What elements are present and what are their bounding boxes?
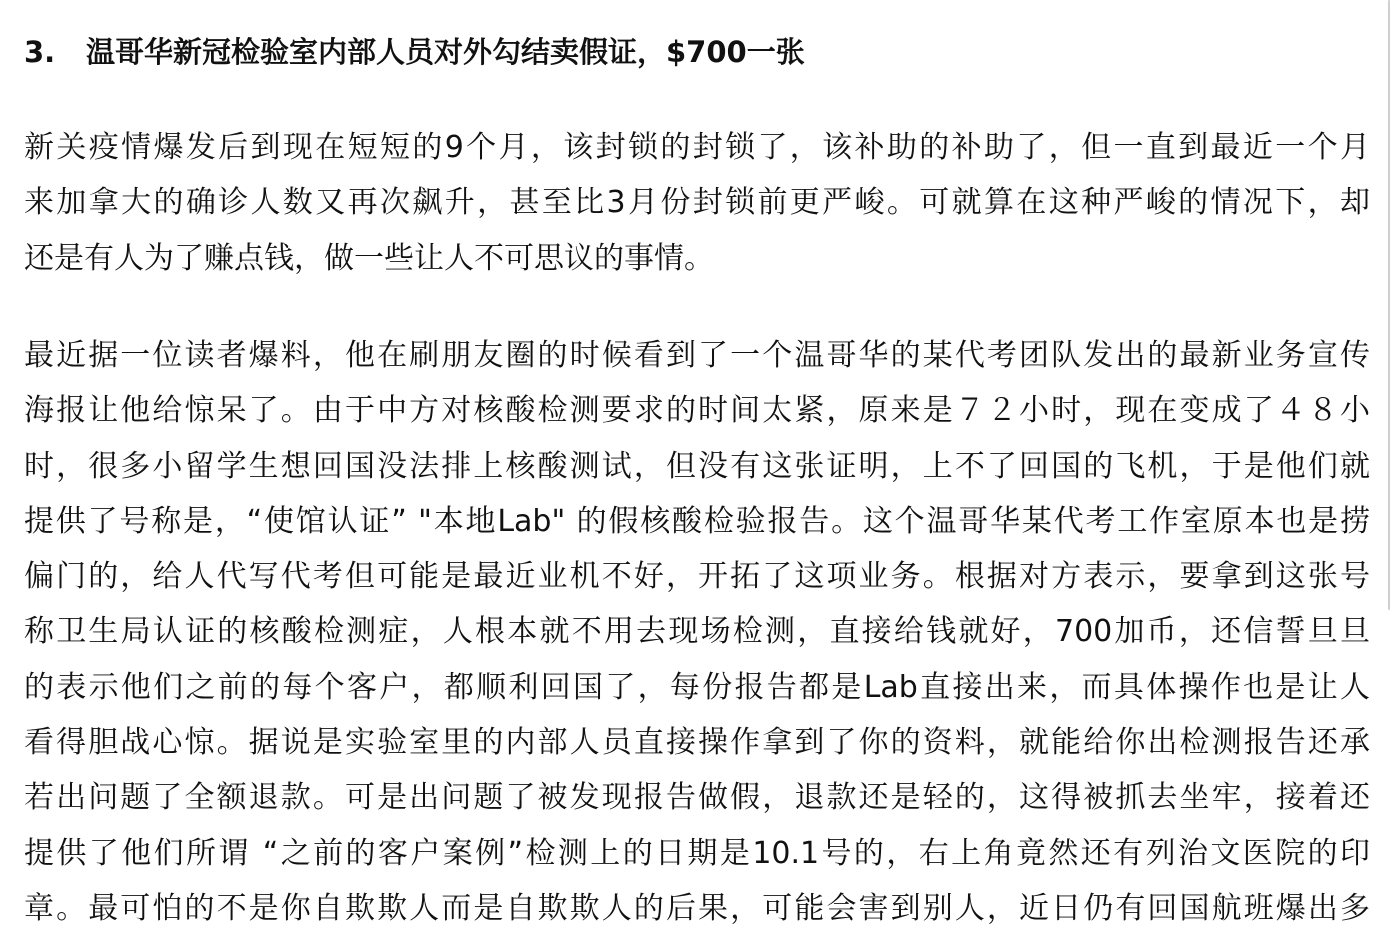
paragraph-line: 最近据一位读者爆料，他在刷朋友圈的时候看到了一个温哥华的某代考团队发出的最新业务宣传 (24, 338, 1370, 373)
paragraph-line: 若出问题了全额退款。可是出问题了被发现报告做假，退款还是轻的，这得被抓去坐牢，接着还 (24, 780, 1370, 816)
paragraph-line: 来加拿大的确诊人数又再次飙升，甚至比3月份封锁前更严峻。可就算在这种严峻的情况下，却 (24, 185, 1370, 221)
paragraph-1 (24, 120, 1370, 286)
paragraph-line: 新关疫情爆发后到现在短短的9个月，该封锁的封锁了，该补助的补助了，但一直到最近一个月 (24, 130, 1370, 165)
paragraph-line: 提供了他们所谓 “之前的客户案例”检测上的日期是10.1号的，右上角竟然还有列治文医院的印 (24, 835, 1370, 871)
paragraph-line: 偏门的，给人代写代考但可能是最近业机不好，开拓了这项业务。根据对方表示，要拿到这张号 (24, 559, 1370, 595)
vertical-scrollbar[interactable] (1388, 0, 1390, 610)
section-number: 3. (24, 35, 56, 69)
paragraph-line: 称卫生局认证的核酸检测症，人根本就不用去现场检测，直接给钱就好，700加币，还信誓旦旦 (24, 614, 1370, 650)
paragraph-2 (24, 328, 1370, 936)
paragraph-line: 的表示他们之前的每个客户，都顺利回国了，每份报告都是Lab直接出来，而具体操作也是让人 (24, 669, 1370, 705)
section-title: 温哥华新冠检验室内部人员对外勾结卖假证，$700一张 (86, 35, 805, 69)
paragraph-line: 海报让他给惊呆了。由于中方对核酸检测要求的时间太紧，原来是７２小时，现在变成了４８小 (24, 393, 1370, 429)
section-heading (24, 30, 805, 74)
paragraph-line: 提供了号称是，“使馆认证” "本地Lab" 的假核酸检验报告。这个温哥华某代考工作室原本也是捞 (24, 503, 1370, 539)
paragraph-line: 章。最可怕的不是你自欺欺人而是自欺欺人的后果，可能会害到别人，近日仍有回国航班爆出多 (24, 890, 1370, 926)
paragraph-line: 时，很多小留学生想回国没法排上核酸测试，但没有这张证明，上不了回国的飞机，于是他们就 (24, 448, 1370, 484)
paragraph-line: 看得胆战心惊。据说是实验室里的内部人员直接操作拿到了你的资料，就能给你出检测报告还承 (24, 725, 1370, 761)
paragraph-line: 还是有人为了赚点钱，做一些让人不可思议的事情。 (24, 240, 714, 276)
